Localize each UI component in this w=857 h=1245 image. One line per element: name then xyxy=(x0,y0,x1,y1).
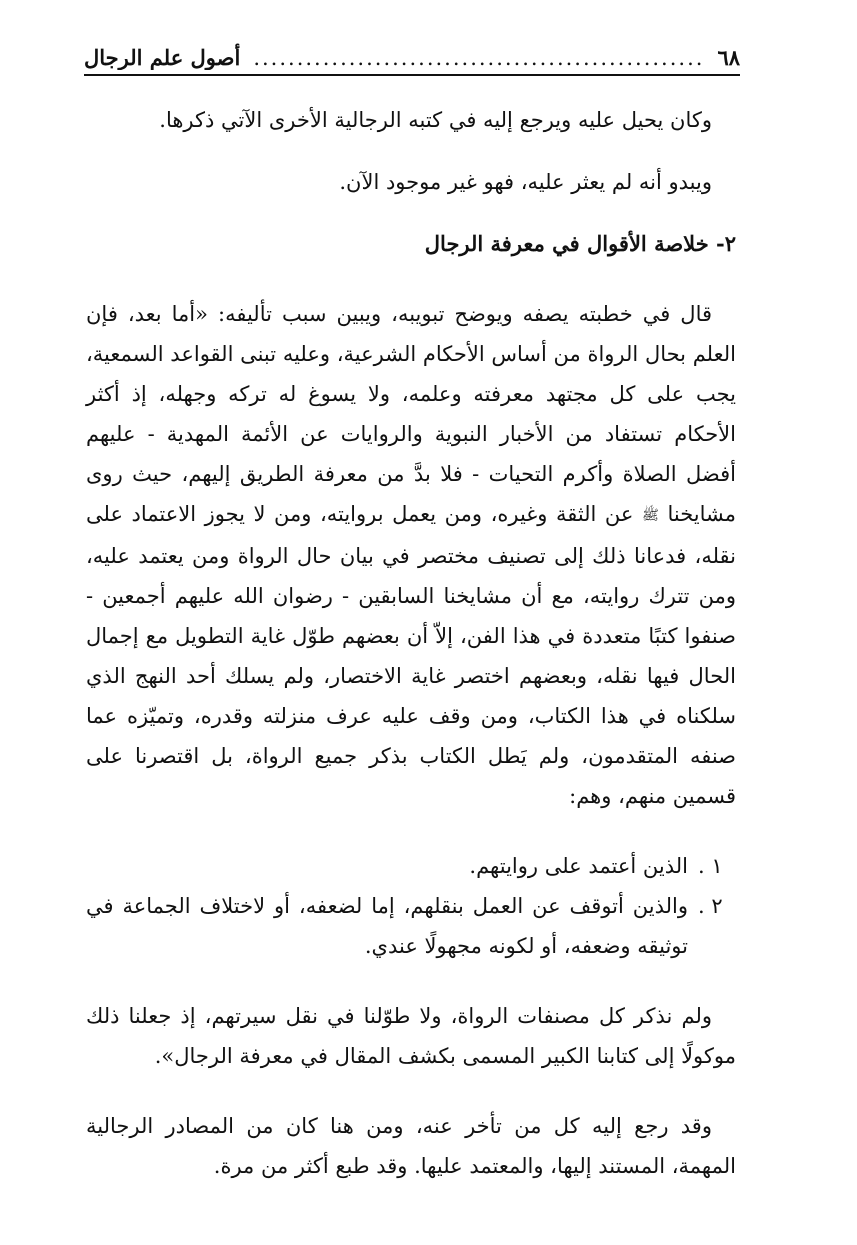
page-body xyxy=(86,100,736,1186)
quote-text-part-1: قال في خطبته يصفه ويوضح تبويبه، ويبين سبب تأليفه: «أما بعد، فإن العلم بحال الرواة من أساس الأحكام الشرعية، وعليه تبنى القواعد السمعية، يجب على كل مجتهد معرفته وعلمه، ولا يسوغ له تركه وجهله، إذ أكثر الأحكام تستفاد من الأخبار النبوية والروايات عن الأئمة المهدية - عليهم أفضل الصلاة وأكرم التحيات - فلا بدَّ من معرفة الطريق إليهم، حيث روى مشايخنا xyxy=(86,302,736,526)
paragraph-after-list: ولم نذكر كل مصنفات الرواة، ولا طوّلنا في نقل سيرتهم، إذ جعلنا ذلك موكولًا إلى كتابنا الكبير المسمى بكشف المقال في معرفة الرجال». xyxy=(86,1003,736,1068)
page-header xyxy=(84,36,740,70)
paragraph-1: وكان يحيل عليه ويرجع إليه في كتبه الرجالية الأخرى الآتي ذكرها. xyxy=(159,108,712,132)
list-marker: ١ . xyxy=(698,853,723,878)
list-item-text: والذين أتوقف عن العمل بنقلهم، إما لضعفه، أو لاختلاف الجماعة في توثيقه وضعفه، أو لكونه مجهولًا عندي. xyxy=(86,893,688,958)
header-leader-dots: .................................................... xyxy=(253,46,705,70)
paragraph-last: وقد رجع إليه كل من تأخر عنه، ومن هنا كان من المصادر الرجالية المهمة، المستند إليها، والمعتمد عليها. وقد طبع أكثر من مرة. xyxy=(86,1113,736,1178)
list-marker: ٢ . xyxy=(698,893,723,918)
quote-text-part-2: عن الثقة وغيره، ومن يعمل بروايته، ومن لا يجوز الاعتماد على نقله، فدعانا ذلك إلى تصنيف مختصر في بيان حال الرواة ومن يعتمد عليه، ومن تترك روايته، مع أن مشايخنا السابقين - رضوان الله عليهم أجمعين - صنفوا كتبًا متعددة في هذا الفن، إلاّ أن بعضهم طوّل غاية التطويل مع إجمال الحال فيها نقله، وبعضهم اختصر غاية الاختصار، ولم يسلك أحد النهج الذي سلكناه في هذا الكتاب، ومن وقف عليه عرف منزلته وقدره، وتميّزه عما صنفه المتقدمون، ولم يَطل الكتاب بذكر جميع الرواة، بل اقتصرنا على قسمين منهم، وهم: xyxy=(86,502,736,808)
numbered-list xyxy=(86,846,736,966)
list-item-text: الذين أعتمد على روايتهم. xyxy=(469,853,688,878)
list-item xyxy=(86,846,736,886)
quote-paragraph xyxy=(86,294,736,816)
section-heading: ٢- خلاصة الأقوال في معرفة الرجال xyxy=(424,231,736,256)
list-item xyxy=(86,886,736,966)
page-number: ٦٨ xyxy=(717,45,740,70)
paragraph-2: ويبدو أنه لم يعثر عليه، فهو غير موجود الآن. xyxy=(339,170,712,194)
header-rule xyxy=(84,74,740,76)
running-title: أصول علم الرجال xyxy=(84,45,241,70)
honorific-symbol: ﷺ xyxy=(642,507,659,524)
